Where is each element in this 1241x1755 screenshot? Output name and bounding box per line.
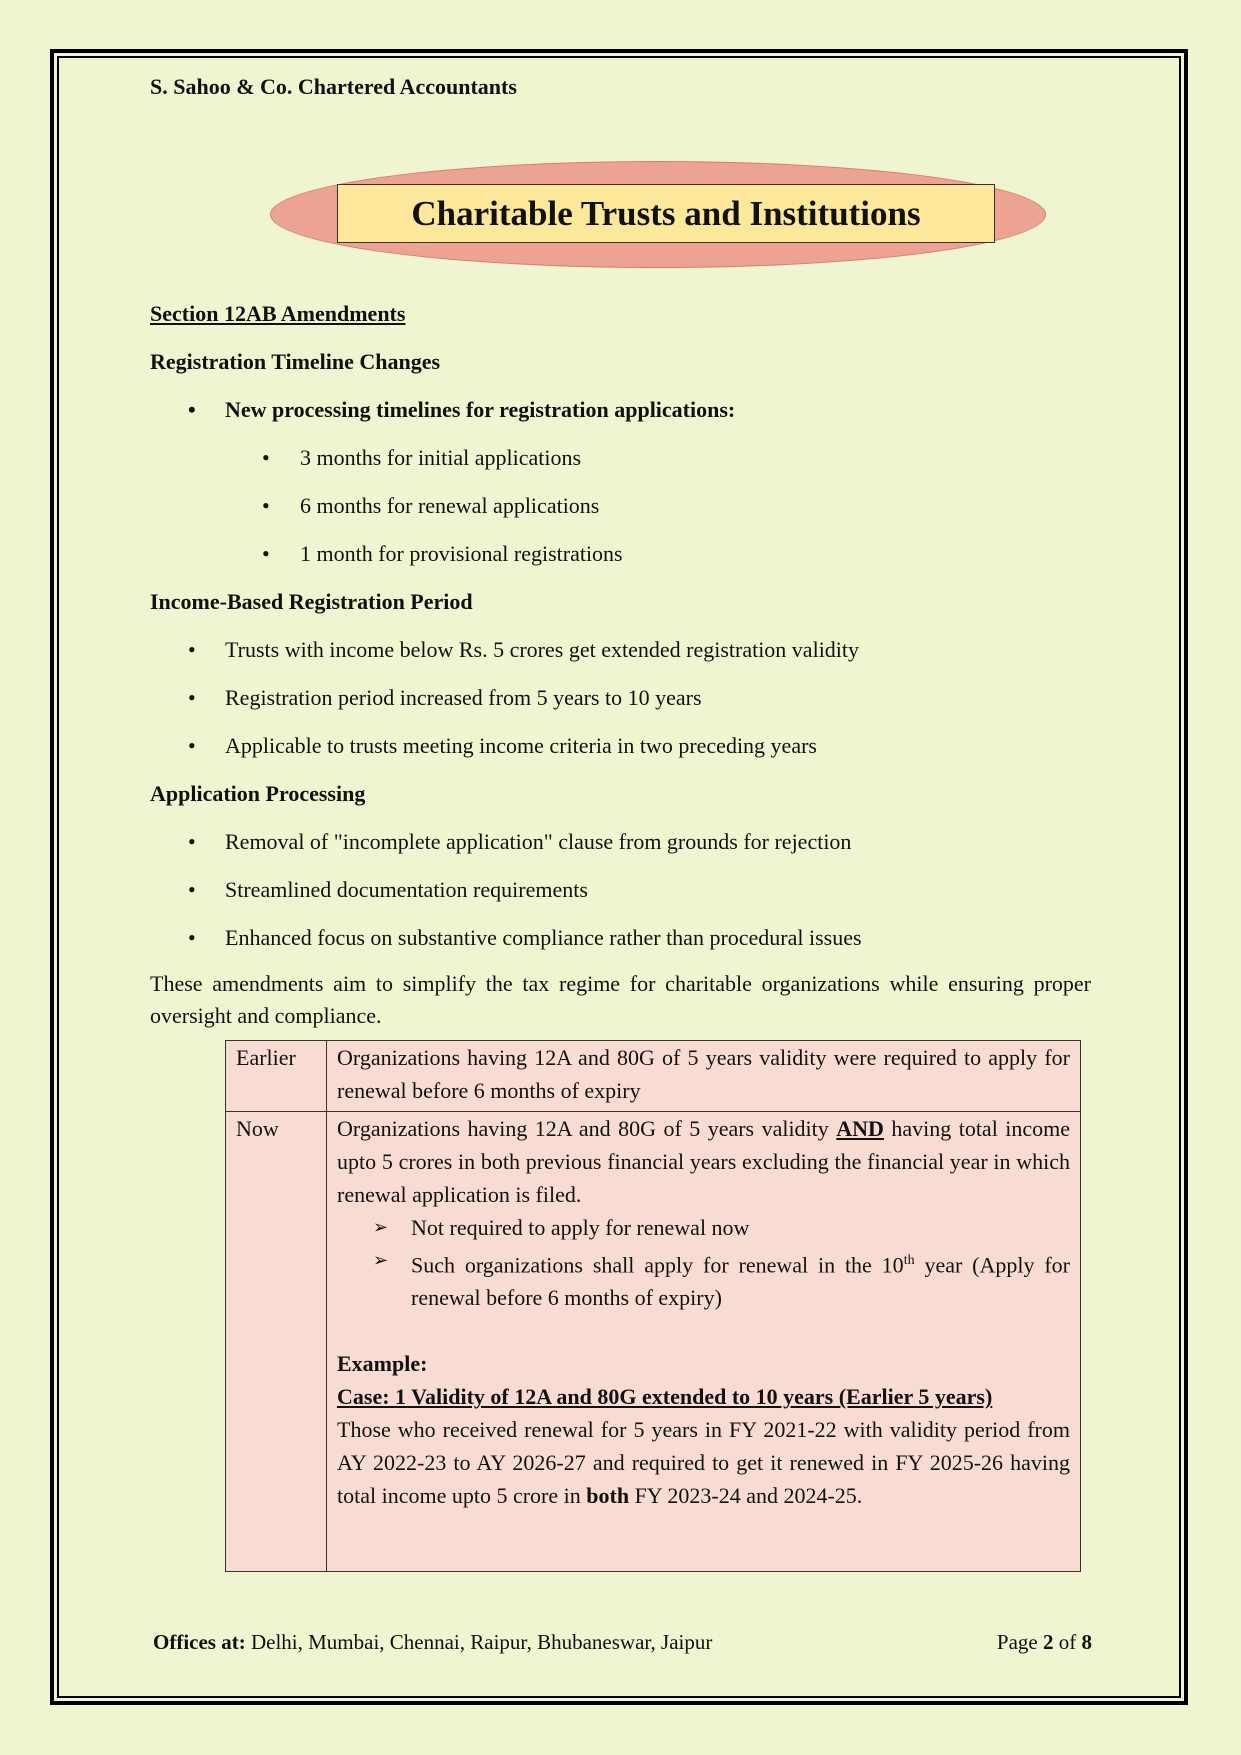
now-text [337,1112,1070,1211]
case-text [337,1413,1070,1512]
income-list [150,626,1091,770]
subheading-income-based: Income-Based Registration Period [150,589,473,614]
now-text-part: Organizations having 12A and 80G of 5 years validity [337,1116,829,1141]
arrow-text-part: Such organizations shall apply for renewal in the 10 [411,1252,904,1278]
footer-page-number [997,1630,1092,1655]
page-current: 2 [1043,1630,1054,1654]
list-item: • New processing timelines for registration applications: [150,386,1091,434]
earlier-text: Organizations having 12A and 80G of 5 years validity were required to apply for renewal before 6 months of expiry [327,1041,1081,1112]
section-title: Section 12AB Amendments [150,301,406,326]
page-word: Page [996,1630,1038,1654]
list-item: • Applicable to trusts meeting income criteria in two preceding years [150,722,1091,770]
timeline-list [150,386,1091,578]
list-item [337,1244,1070,1314]
row-label-now: Now [226,1112,327,1572]
footer-offices [153,1630,712,1655]
list-item: • Streamlined documentation requirements [150,866,1091,914]
table-row [226,1112,1081,1572]
comparison-table [225,1040,1081,1572]
firm-name: S. Sahoo & Co. Chartered Accountants [150,74,517,99]
offices-label: Offices at: [153,1630,246,1654]
list-item: ➢ Not required to apply for renewal now [337,1211,1070,1244]
page-title: Charitable Trusts and Institutions [337,184,995,243]
list-item: • Trusts with income below Rs. 5 crores get extended registration validity [150,626,1091,674]
superscript: th [903,1253,915,1268]
case-text-part: Those who received renewal for 5 years in FY 2021-22 with validity period from AY 2022-23 to AY 2026-27 and required to get it renewed in FY 2025-26 having total income upto 5 crore in [337,1417,1070,1509]
subheading-registration-timeline: Registration Timeline Changes [150,349,441,374]
now-arrow-list [337,1211,1070,1314]
list-item: • Registration period increased from 5 years to 10 years [150,674,1091,722]
subheading-application-processing: Application Processing [150,781,366,806]
processing-list [150,818,1091,962]
row-label-earlier: Earlier [226,1041,327,1112]
case-title: Case: 1 Validity of 12A and 80G extended to 10 years (Earlier 5 years) [337,1384,993,1410]
now-cell [327,1112,1081,1572]
table-row [226,1041,1081,1112]
now-and: AND [836,1116,884,1141]
page-of: of [1058,1630,1077,1654]
case-both: both [586,1483,630,1509]
now-text-part: having total income upto 5 crores in both previous financial years excluding the financial year in which renewal application is filed. [337,1116,1071,1207]
main-content [150,290,1091,1032]
arrow-text-part: year (Apply for renewal before 6 months of expiry) [411,1252,1070,1311]
summary-paragraph: These amendments aim to simplify the tax regime for charitable organizations while ensuring proper oversight and compliance. [150,971,1091,1028]
list-item: • 6 months for renewal applications [150,482,1091,530]
page-total: 8 [1081,1630,1092,1654]
list-item: • Enhanced focus on substantive compliance rather than procedural issues [150,914,1091,962]
list-item: • 1 month for provisional registrations [150,530,1091,578]
list-item: • 3 months for initial applications [150,434,1091,482]
case-text-part: FY 2023-24 and 2024-25. [634,1483,863,1509]
list-item: • Removal of "incomplete application" clause from grounds for rejection [150,818,1091,866]
offices-list: Delhi, Mumbai, Chennai, Raipur, Bhubaneswar, Jaipur [250,1630,713,1654]
example-label: Example: [337,1351,428,1377]
